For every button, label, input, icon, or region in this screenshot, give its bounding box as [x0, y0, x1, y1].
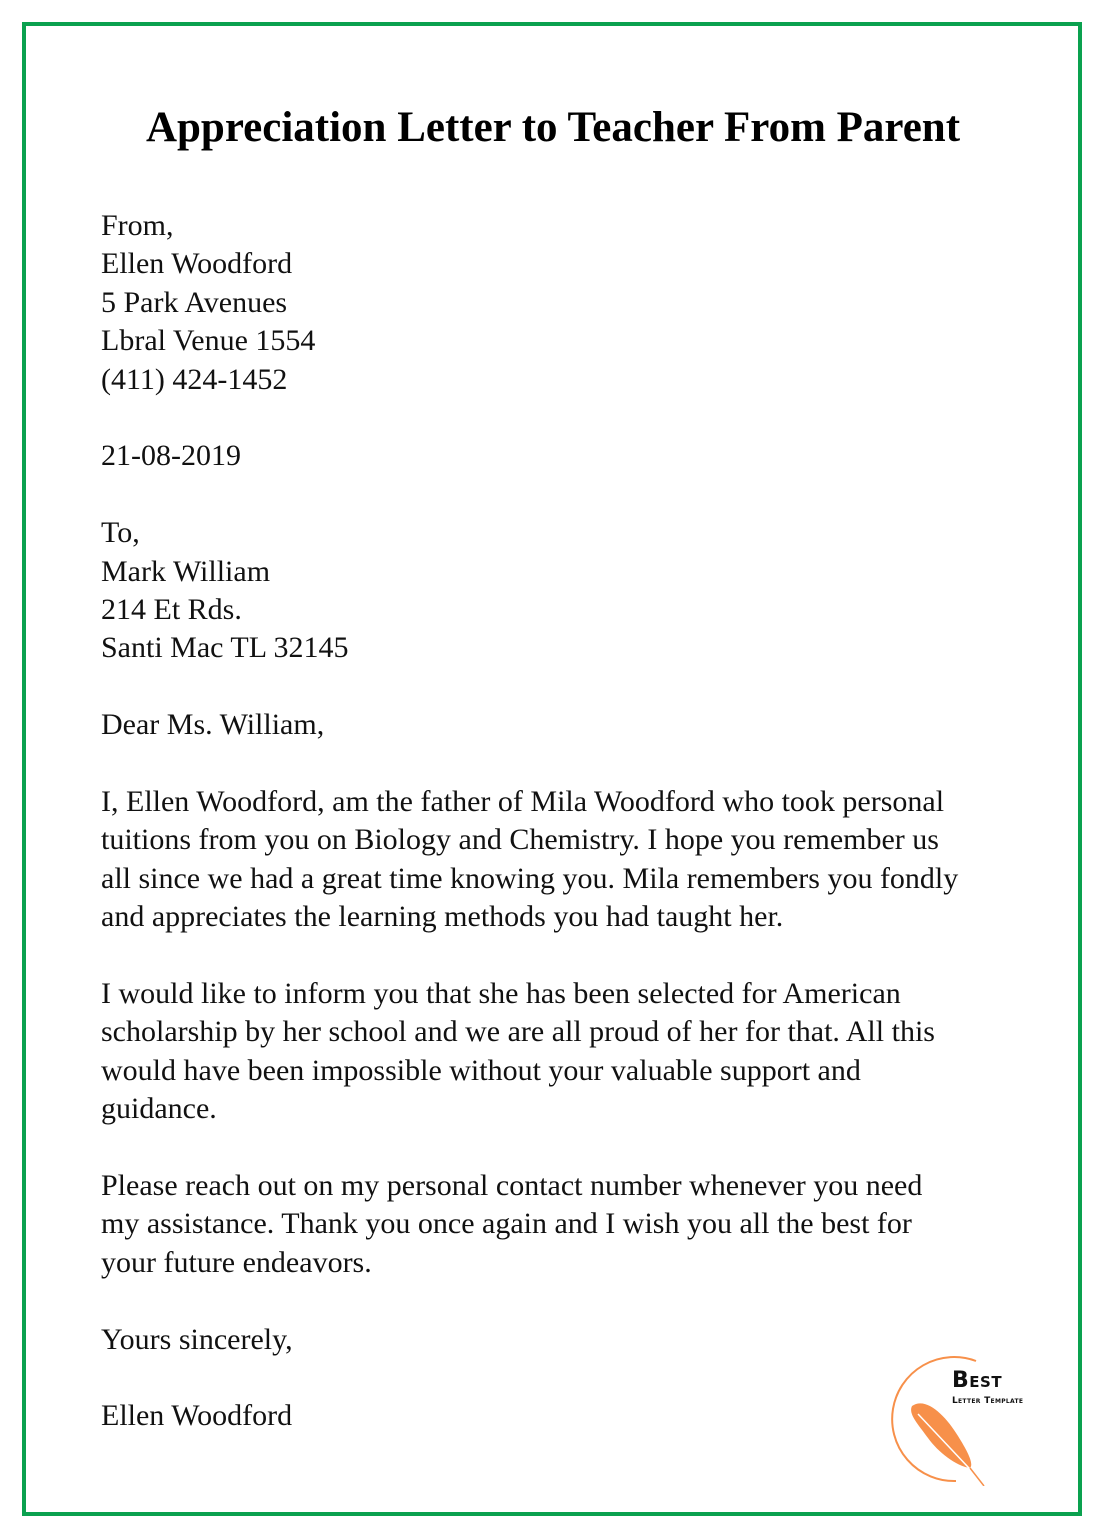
recipient-address-line1: 214 Et Rds. — [101, 593, 242, 627]
salutation: Dear Ms. William, — [101, 708, 325, 742]
letter-body — [101, 207, 1024, 1436]
sender-block — [101, 207, 1021, 399]
letter-date: 21-08-2019 — [101, 439, 241, 473]
paragraph-line: I, Ellen Woodford, am the father of Mila Woodford who took personal — [101, 785, 945, 819]
paragraph-line: Please reach out on my personal contact number whenever you need — [101, 1169, 923, 1203]
logo-subtitle: Letter Template — [952, 1396, 1024, 1406]
paragraph-line: would have been impossible without your valuable support and — [101, 1053, 861, 1087]
paragraph-line: your future endeavors. — [101, 1245, 372, 1279]
recipient-block — [101, 514, 1021, 668]
recipient-label: To, — [101, 516, 140, 550]
paragraph-line: guidance. — [101, 1092, 217, 1126]
paragraph-line: I would like to inform you that she has been selected for American — [101, 977, 901, 1011]
paragraph-line: tuitions from you on Biology and Chemistry. I hope you remember us — [101, 823, 939, 857]
paragraph-1 — [101, 783, 1021, 937]
recipient-address-line2: Santi Mac TL 32145 — [101, 631, 349, 665]
sender-address-line2: Lbral Venue 1554 — [101, 324, 316, 358]
paragraph-3 — [101, 1167, 1021, 1282]
paragraph-line: my assistance. Thank you once again and I wish you all the best for — [101, 1207, 912, 1241]
recipient-name: Mark William — [101, 554, 271, 588]
sender-phone: (411) 424-1452 — [101, 362, 288, 396]
paragraph-2 — [101, 975, 1021, 1129]
sender-name: Ellen Woodford — [101, 247, 293, 281]
closing: Yours sincerely, — [101, 1322, 293, 1356]
letter-title: Appreciation Letter to Teacher From Parent — [145, 104, 961, 151]
paragraph-line: all since we had a great time knowing you. Mila remembers you fondly — [101, 861, 959, 895]
signature: Ellen Woodford — [101, 1399, 293, 1433]
paragraph-line: and appreciates the learning methods you had taught her. — [101, 900, 784, 934]
sender-label: From, — [101, 209, 174, 242]
logo-title: Best — [952, 1368, 1003, 1393]
paragraph-line: scholarship by her school and we are all proud of her for that. All this — [101, 1015, 935, 1049]
sender-address-line1: 5 Park Avenues — [101, 285, 288, 319]
